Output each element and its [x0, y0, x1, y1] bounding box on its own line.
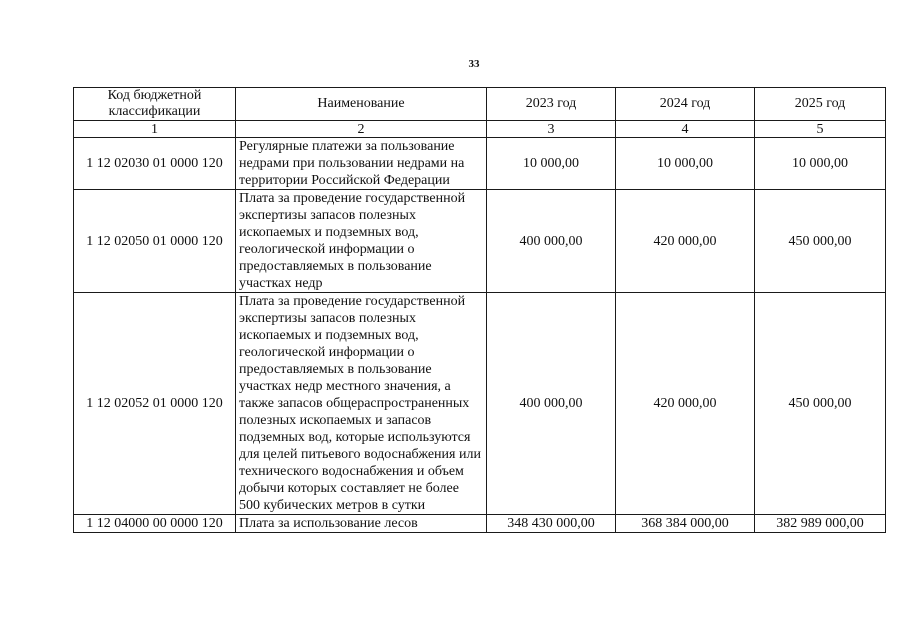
column-number: 2 [236, 121, 487, 138]
row-code: 1 12 02030 01 0000 120 [74, 138, 236, 190]
row-name: Плата за проведение государственной экспертизы запасов полезных ископаемых и подземных вод, геологической информации о предоставляемых в пользование участках недр местного значения, а также запасов общераспространенных полезных ископаемых и запасов подземных вод, которые используются для целей питьевого водоснабжения или технического водоснабжения и объем добычи которых составляет не более 500 кубических метров в сутки [236, 293, 487, 515]
row-value-2025: 382 989 000,00 [755, 515, 886, 533]
table-header-row [74, 88, 886, 121]
row-name: Плата за использование лесов [236, 515, 487, 533]
table-row [74, 515, 886, 533]
row-code: 1 12 02052 01 0000 120 [74, 293, 236, 515]
row-code: 1 12 02050 01 0000 120 [74, 190, 236, 293]
header-code: Код бюджетной классификации [74, 88, 236, 121]
table-row [74, 293, 886, 515]
row-value-2023: 400 000,00 [487, 293, 616, 515]
row-value-2024: 368 384 000,00 [616, 515, 755, 533]
row-value-2023: 10 000,00 [487, 138, 616, 190]
row-name: Плата за проведение государственной экспертизы запасов полезных ископаемых и подземных вод, геологической информации о предоставляемых в пользование участках недр [236, 190, 487, 293]
column-number-row [74, 121, 886, 138]
header-2024: 2024 год [616, 88, 755, 121]
page-number: 33 [468, 58, 480, 70]
row-value-2025: 450 000,00 [755, 190, 886, 293]
table-row [74, 138, 886, 190]
header-name: Наименование [236, 88, 487, 121]
header-2023: 2023 год [487, 88, 616, 121]
column-number: 1 [74, 121, 236, 138]
column-number: 4 [616, 121, 755, 138]
column-number: 5 [755, 121, 886, 138]
row-value-2023: 348 430 000,00 [487, 515, 616, 533]
table-row [74, 190, 886, 293]
row-value-2023: 400 000,00 [487, 190, 616, 293]
row-code: 1 12 04000 00 0000 120 [74, 515, 236, 533]
row-value-2024: 420 000,00 [616, 190, 755, 293]
budget-table [73, 87, 886, 533]
row-value-2025: 450 000,00 [755, 293, 886, 515]
header-2025: 2025 год [755, 88, 886, 121]
row-value-2024: 10 000,00 [616, 138, 755, 190]
row-value-2024: 420 000,00 [616, 293, 755, 515]
row-value-2025: 10 000,00 [755, 138, 886, 190]
column-number: 3 [487, 121, 616, 138]
row-name: Регулярные платежи за пользование недрами при пользовании недрами на территории Российской Федерации [236, 138, 487, 190]
